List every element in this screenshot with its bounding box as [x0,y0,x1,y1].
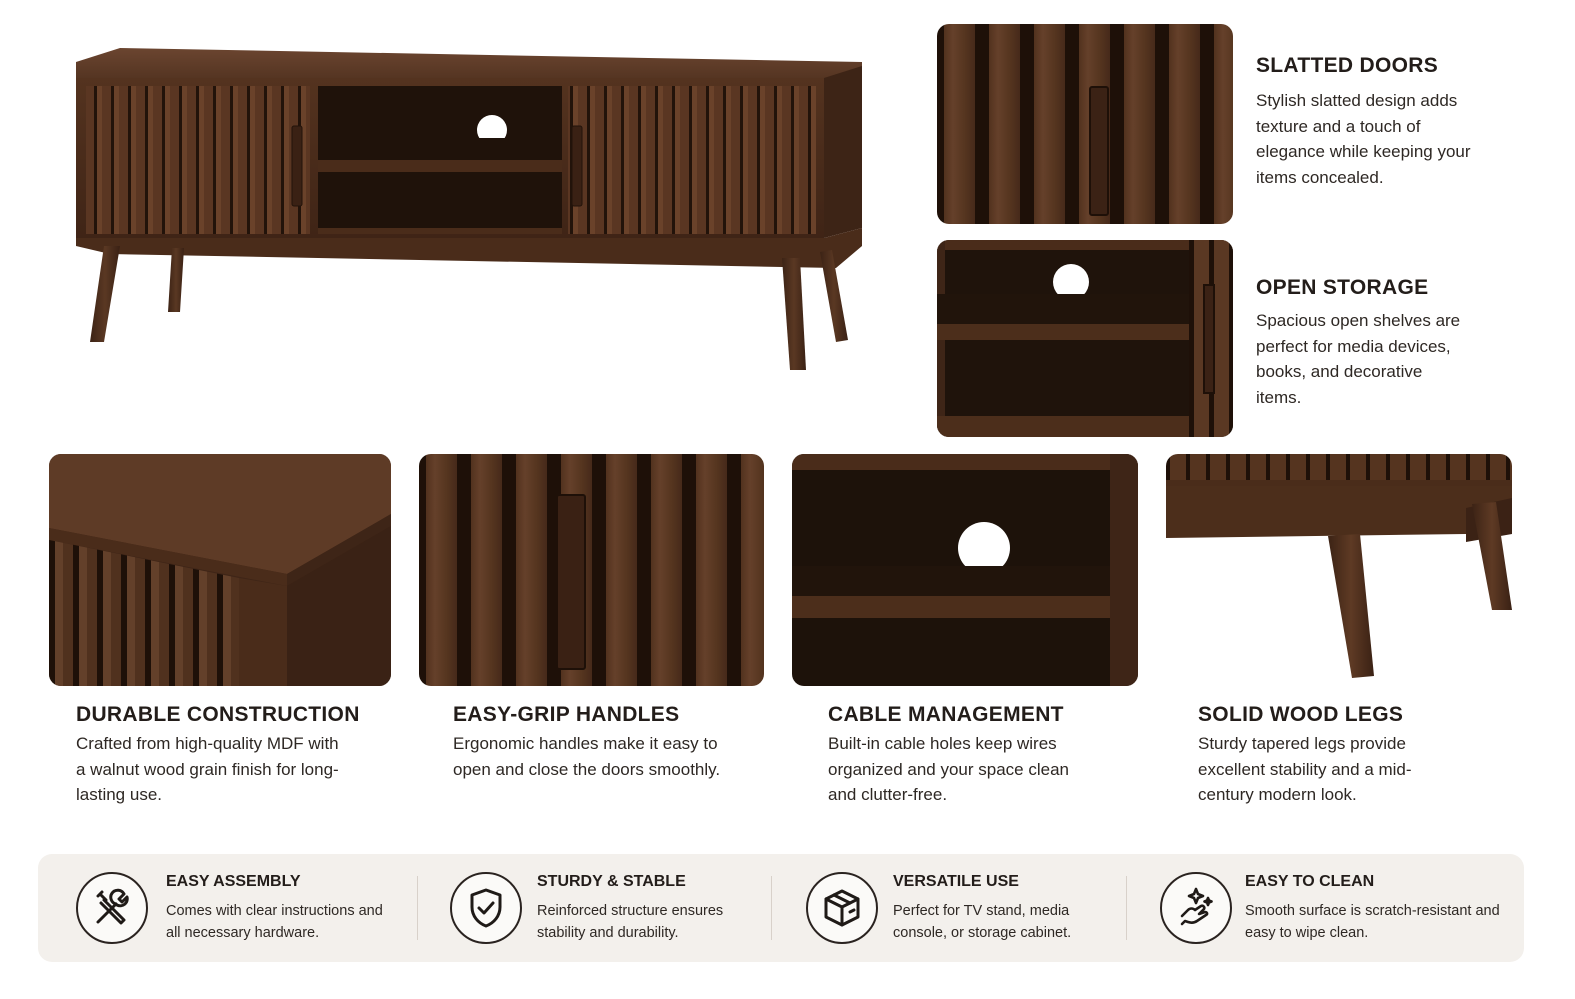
solid-wood-legs-photo [1166,454,1512,686]
shelf-board [792,596,1110,618]
feature-desc-slatted-doors: Stylish slatted design adds texture and a touch of elegance while keeping your items concealed. [1256,91,1471,187]
benefit-easy-assembly [38,854,418,962]
easy-grip-handles-photo [419,454,764,686]
benefit-easy-to-clean [1120,854,1520,962]
open-storage-photo [937,240,1233,437]
benefit-versatile-use [766,854,1122,962]
benefit-title: STURDY & STABLE [537,873,686,890]
leg-illustration [1166,454,1512,686]
benefits-strip [38,854,1524,962]
feature-desc-solid-wood-legs: Sturdy tapered legs provide excellent stability and a mid-century modern look. [1198,734,1412,804]
feature-title-durable-construction: DURABLE CONSTRUCTION [76,703,360,726]
benefit-sturdy-stable [410,854,766,962]
benefit-desc: Comes with clear instructions and all necessary hardware. [166,903,383,941]
cable-management-photo [792,454,1138,686]
door-handle [1089,86,1109,216]
shelf-back [792,566,1110,596]
shield-check-icon [450,872,522,944]
feature-desc-durable-construction: Crafted from high-quality MDF with a walnut wood grain finish for long-lasting use. [76,734,339,804]
shelf-board [937,324,1193,340]
feature-title-slatted-doors: SLATTED DOORS [1256,54,1439,77]
door-handle [556,494,586,670]
benefit-title: EASY ASSEMBLY [166,873,301,890]
durable-construction-photo [49,454,391,686]
benefit-title: VERSATILE USE [893,873,1019,890]
slatted-doors-photo [937,24,1233,224]
shelf-top [792,454,1138,470]
feature-title-open-storage: OPEN STORAGE [1256,276,1429,299]
tools-icon [76,872,148,944]
box-icon [806,872,878,944]
door-handle [1203,284,1215,394]
benefit-desc: Perfect for TV stand, media console, or storage cabinet. [893,903,1072,941]
corner-illustration [49,454,391,686]
shelf-bottom [937,416,1193,437]
feature-title-solid-wood-legs: SOLID WOOD LEGS [1198,703,1404,726]
sparkle-hand-icon [1160,872,1232,944]
side-panel [1110,454,1138,686]
benefit-title: EASY TO CLEAN [1245,873,1375,890]
benefit-desc: Smooth surface is scratch-resistant and easy to wipe clean. [1245,903,1500,941]
feature-desc-easy-grip-handles: Ergonomic handles make it easy to open and close the doors smoothly. [453,734,721,779]
benefit-desc: Reinforced structure ensures stability and durability. [537,903,724,941]
hero-tv-stand-image [60,40,880,385]
feature-desc-open-storage: Spacious open shelves are perfect for media devices, books, and decorative items. [1256,311,1461,407]
feature-title-easy-grip-handles: EASY-GRIP HANDLES [453,703,680,726]
feature-title-cable-management: CABLE MANAGEMENT [828,703,1064,726]
tv-stand-illustration [60,40,880,385]
feature-desc-cable-management: Built-in cable holes keep wires organized and your space clean and clutter-free. [828,734,1069,804]
